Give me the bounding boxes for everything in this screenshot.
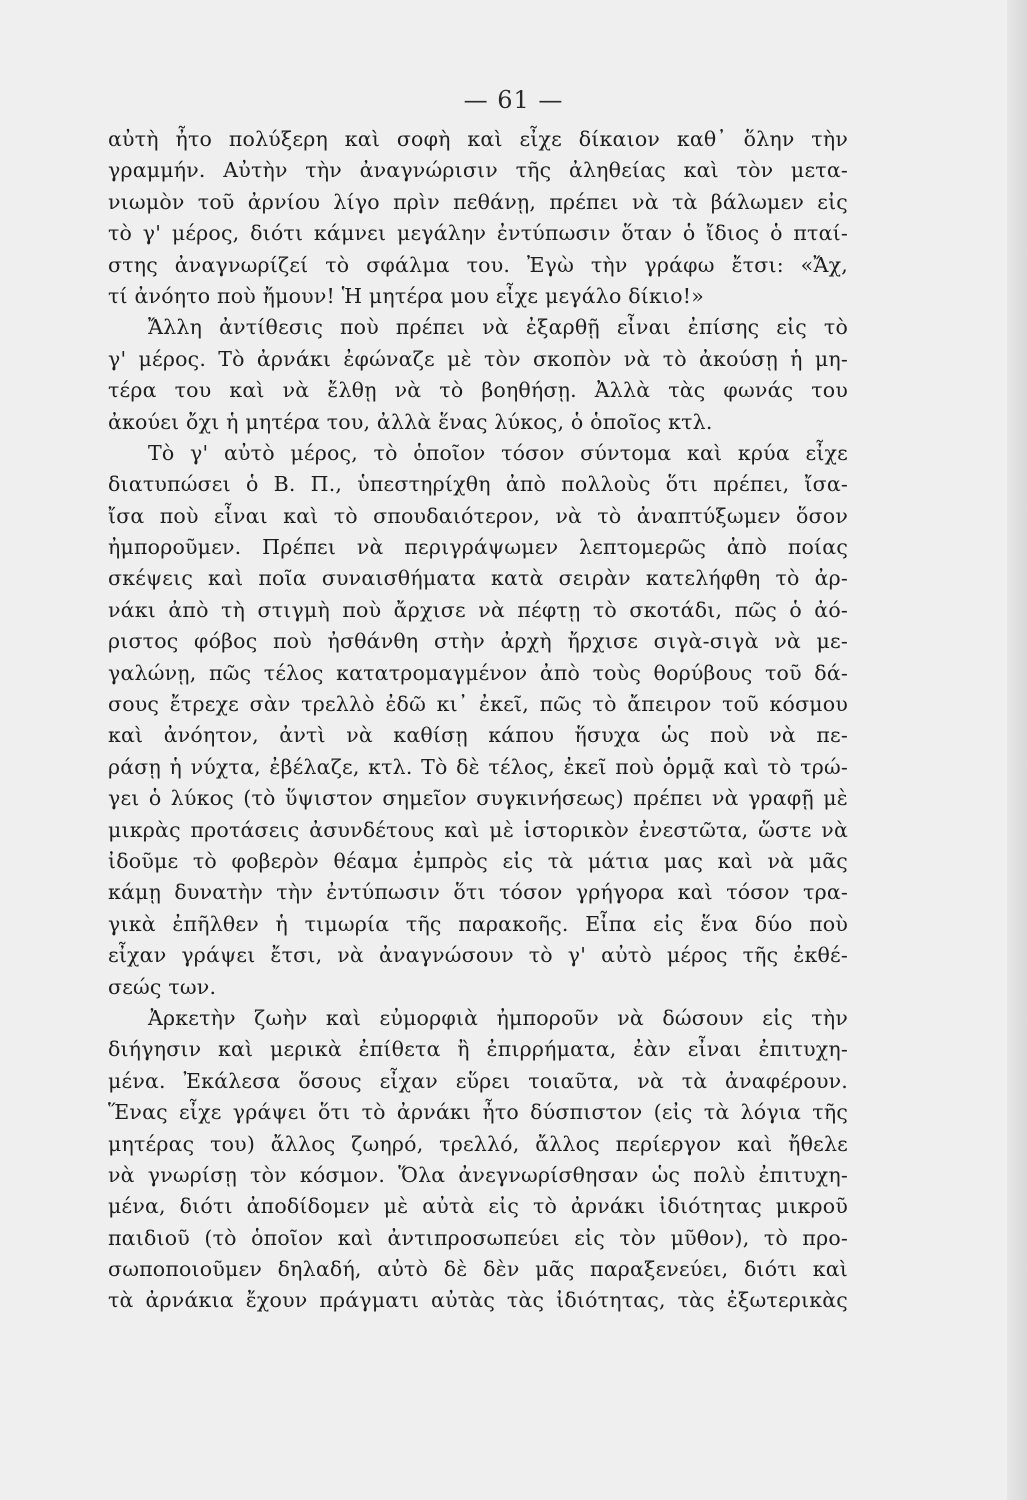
text-line: γαλώνῃ, πῶς τέλος κατατρομαγμένον ἀπὸ τοὺς θορύβους τοῦ δά-	[108, 660, 848, 685]
text-line: Ἕνας εἶχε γράψει ὅτι τὸ ἀρνάκι ἦτο δύσπιστον (εἰς τὰ λόγια τῆς	[108, 1100, 848, 1125]
text-line: γραμμήν. Αὐτὴν τὴν ἀναγνώρισιν τῆς ἀληθείας καὶ τὸν μετα-	[108, 158, 848, 183]
text-line: αὐτὴ ἦτο πολύξερη καὶ σοφὴ καὶ εἶχε δίκαιον καθ᾽ ὅλην τὴν	[108, 127, 848, 151]
page-number: — 61 —	[463, 86, 564, 114]
text-line: μητέρας του) ἄλλος ζωηρό, τρελλό, ἄλλος περίεργον καὶ ἤθελε	[108, 1131, 848, 1156]
body-text	[108, 124, 848, 1317]
text-line: ράσῃ ἡ νύχτα, ἐβέλαζε, κτλ. Τὸ δὲ τέλος, ἐκεῖ ποὺ ὁρμᾷ καὶ τὸ τρώ-	[108, 754, 848, 779]
text-line: ριστος φόβος ποὺ ἠσθάνθη στὴν ἀρχὴ ἤρχισε σιγὰ-σιγὰ νὰ με-	[108, 629, 848, 654]
text-line: ἴσα ποὺ εἶναι καὶ τὸ σπουδαιότερον, νὰ τὸ ἀναπτύξωμεν ὅσον	[108, 503, 848, 528]
text-line: στης ἀναγνωρίζεί τὸ σφάλμα του. Ἐγὼ τὴν γράφω ἔτσι: «Ἄχ,	[108, 252, 848, 277]
text-line: ἰδοῦμε τὸ φοβερὸν θέαμα ἐμπρὸς εἰς τὰ μάτια μας καὶ νὰ μᾶς	[108, 848, 848, 873]
text-line: Ἄλλη ἀντίθεσις ποὺ πρέπει νὰ ἐξαρθῇ εἶναι ἐπίσης εἰς τὸ	[148, 315, 848, 340]
text-line: γ' μέρος. Τὸ ἀρνάκι ἐφώναζε μὲ τὸν σκοπὸν νὰ τὸ ἀκούσῃ ἡ μη-	[108, 346, 848, 371]
text-line: διατυπώσει ὁ Β. Π., ὑπεστηρίχθη ἀπὸ πολλοὺς ὅτι πρέπει, ἴσα-	[108, 472, 848, 497]
text-line: τὰ ἀρνάκια ἔχουν πράγματι αὐτὰς τὰς ἰδιότητας, τὰς ἐξωτερικὰς	[108, 1288, 848, 1313]
text-line: τὸ γ' μέρος, διότι κάμνει μεγάλην ἐντύπωσιν ὅταν ὁ ἴδιος ὁ πταί-	[108, 221, 848, 246]
text-line: νιωμὸν τοῦ ἀρνίου λίγο πρὶν πεθάνῃ, πρέπει νὰ τὰ βάλωμεν εἰς	[108, 189, 848, 214]
text-line: σους ἔτρεχε σὰν τρελλὸ ἐδῶ κι᾽ ἐκεῖ, πῶς τὸ ἄπειρον τοῦ κόσμου	[108, 692, 848, 717]
text-line: Τὸ γ' αὐτὸ μέρος, τὸ ὁποῖον τόσον σύντομα καὶ κρύα εἶχε	[148, 440, 848, 465]
text-line: νάκι ἀπὸ τὴ στιγμὴ ποὺ ἄρχισε νὰ πέφτῃ τὸ σκοτάδι, πῶς ὁ ἀό-	[108, 597, 848, 622]
text-line: τέρα του καὶ νὰ ἔλθῃ νὰ τὸ βοηθήσῃ. Ἀλλὰ τὰς φωνάς του	[108, 378, 848, 403]
text-line: γικὰ ἐπῆλθεν ἡ τιμωρία τῆς παρακοῆς. Εἶπα εἰς ἕνα δύο ποὺ	[108, 911, 848, 936]
text-line: ἀκούει ὄχι ἡ μητέρα του, ἀλλὰ ἕνας λύκος, ὁ ὁποῖος κτλ.	[108, 409, 713, 434]
text-line: σωποποιοῦμεν δηλαδή, αὐτὸ δὲ δὲν μᾶς παραξενεύει, διότι καὶ	[108, 1257, 848, 1282]
text-line: τί ἀνόητο ποὺ ἤμουν! Ἡ μητέρα μου εἶχε μεγάλο δίκιο!»	[108, 283, 704, 308]
text-line: διήγησιν καὶ μερικὰ ἐπίθετα ἢ ἐπιρρήματα, ἐὰν εἶναι ἐπιτυχη-	[108, 1037, 848, 1062]
text-line: μένα, διότι ἀποδίδομεν μὲ αὐτὰ εἰς τὸ ἀρνάκι ἰδιότητας μικροῦ	[108, 1194, 848, 1219]
text-line: παιδιοῦ (τὸ ὁποῖον καὶ ἀντιπροσωπεύει εἰς τὸν μῦθον), τὸ προ-	[108, 1225, 848, 1250]
text-line: σκέψεις καὶ ποῖα συναισθήματα κατὰ σειρὰν κατελήφθη τὸ ἀρ-	[108, 566, 848, 591]
text-line: νὰ γνωρίσῃ τὸν κόσμον. Ὅλα ἀνεγνωρίσθησαν ὡς πολὺ ἐπιτυχη-	[108, 1162, 848, 1187]
text-line: κάμῃ δυνατὴν τὴν ἐντύπωσιν ὅτι τόσον γρήγορα καὶ τόσον τρα-	[108, 880, 848, 905]
text-line: μένα. Ἐκάλεσα ὅσους εἶχαν εὕρει τοιαῦτα, νὰ τὰ ἀναφέρουν.	[108, 1068, 848, 1093]
text-line: μικρὰς προτάσεις ἀσυνδέτους καὶ μὲ ἱστορικὸν ἐνεστῶτα, ὥστε νὰ	[108, 817, 848, 842]
text-line: σεώς των.	[108, 974, 217, 999]
text-line: Ἀρκετὴν ζωὴν καὶ εὐμορφιὰ ἠμποροῦν νὰ δώσουν εἰς τὴν	[148, 1005, 848, 1030]
text-line: καὶ ἀνόητον, ἀντὶ νὰ καθίσῃ κάπου ἥσυχα ὡς ποὺ νὰ πε-	[108, 723, 848, 748]
text-line: γει ὁ λύκος (τὸ ὕψιστον σημεῖον συγκινήσεως) πρέπει νὰ γραφῇ μὲ	[108, 786, 848, 811]
text-line: εἶχαν γράψει ἔτσι, νὰ ἀναγνώσουν τὸ γ' αὐτὸ μέρος τῆς ἐκθέ-	[108, 943, 848, 968]
page-edge-shadow	[1007, 0, 1027, 1500]
text-line: ἠμποροῦμεν. Πρέπει νὰ περιγράψωμεν λεπτομερῶς ἀπὸ ποίας	[108, 535, 848, 560]
